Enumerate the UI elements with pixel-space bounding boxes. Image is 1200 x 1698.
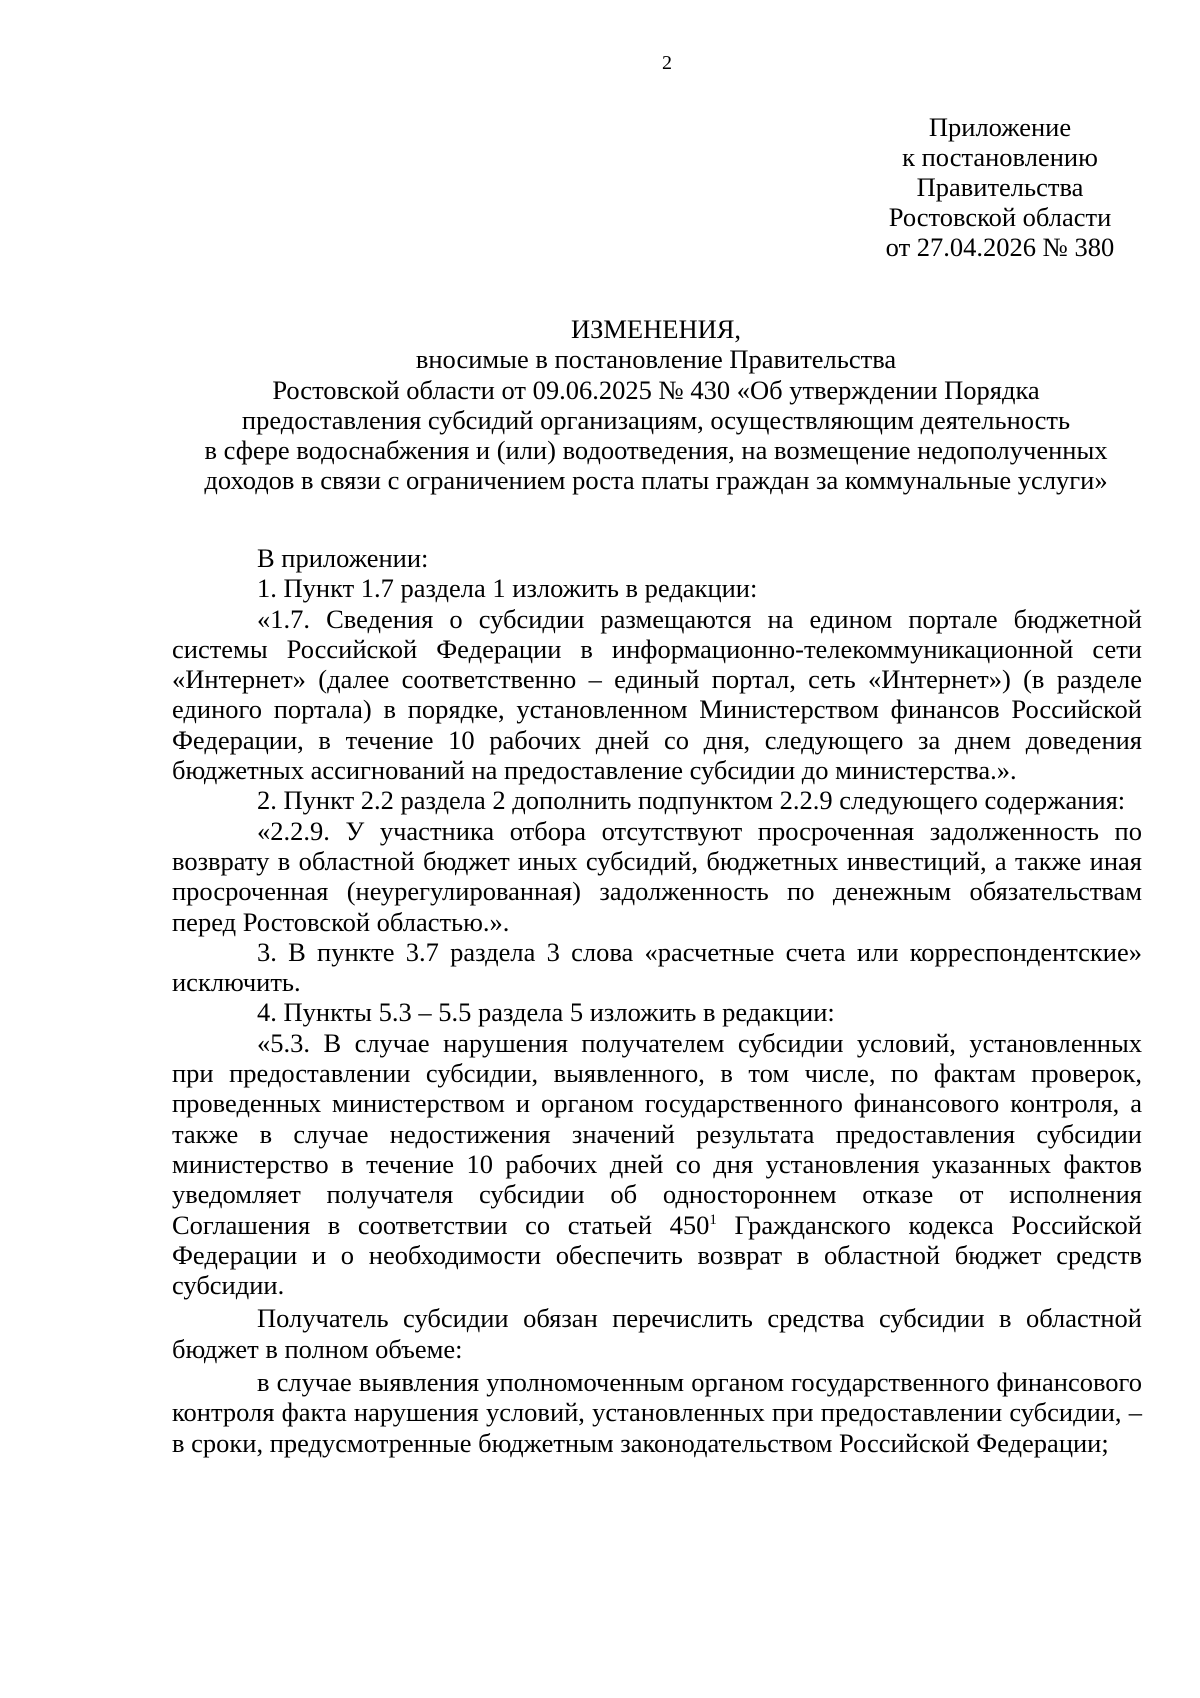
- heading-line: в сфере водоснабжения и (или) водоотведения, на возмещение недополученных: [204, 435, 1108, 466]
- heading-line: предоставления субсидий организациям, осуществляющим деятельность: [241, 404, 1071, 435]
- document-title: ИЗМЕНЕНИЯ,: [570, 314, 742, 344]
- heading-line: доходов в связи с ограничением роста платы граждан за коммунальные услуги»: [204, 465, 1108, 496]
- page-number: 2: [662, 52, 672, 74]
- paragraph-item-4: 4. Пункты 5.3 – 5.5 раздела 5 изложить в редакции:: [257, 997, 835, 1028]
- annex-line: к постановлению: [902, 142, 1098, 172]
- document-body: [172, 543, 1142, 1458]
- paragraph-item-2: 2. Пункт 2.2 раздела 2 дополнить подпунктом 2.2.9 следующего содержания:: [257, 785, 1126, 816]
- document-heading: [170, 314, 1142, 496]
- annex-line: Ростовской области: [888, 202, 1112, 232]
- annex-line: Приложение: [928, 112, 1072, 142]
- annex-line: Правительства: [916, 172, 1084, 202]
- paragraph-item-4-text: [172, 1028, 1142, 1301]
- annex-line: от 27.04.2026 № 380: [885, 232, 1115, 262]
- article-superscript: 1: [709, 1211, 717, 1228]
- paragraph-item-3: 3. В пункте 3.7 раздела 3 слова «расчетные счета или корреспондентские» исключить.: [172, 936, 1142, 998]
- heading-line: вносимые в постановление Правительства: [415, 344, 897, 375]
- paragraph-recipient-obligation: Получатель субсидии обязан перечислить средства субсидии в областной бюджет в полном объеме:: [172, 1303, 1142, 1364]
- paragraph-item-1-text: «1.7. Сведения о субсидии размещаются на едином портале бюджетной системы Российской Федерации в информационно-телекоммуникационной сети «Интернет» (далее соответственно – единый портал, сеть «Интернет») (в разделе единого портала) в порядке, установленном Министерством финансов Российской Федерации, в течение 10 рабочих дней со дня, следующего за днем доведения бюджетных ассигнований на предоставление субсидии до министерства.».: [172, 603, 1142, 786]
- paragraph-item-1: 1. Пункт 1.7 раздела 1 изложить в редакции:: [257, 573, 758, 604]
- annex-block: [850, 112, 1150, 262]
- paragraph-text: «5.3. В случае нарушения получателем субсидии условий, установленных при предоставлении субсидии, выявленного, в том числе, по фактам проверок, проведенных министерством и органом государственного финансового контроля, а также в случае недостижения значений результата предоставления субсидии министерство в течение 10 рабочих дней со дня установления указанных фактов уведомляет получателя субсидии об одностороннем отказе от исполнения Соглашения в соответствии со статьей 450: [172, 1027, 1142, 1240]
- paragraph-intro: В приложении:: [257, 543, 429, 573]
- heading-line: Ростовской области от 09.06.2025 № 430 «Об утверждении Порядка: [272, 374, 1040, 405]
- paragraph-violation-case: в случае выявления уполномоченным органом государственного финансового контроля факта нарушения условий, установленных при предоставлении субсидии, – в сроки, предусмотренные бюджетным законодательством Российской Федерации;: [172, 1367, 1142, 1458]
- paragraph-text: Гражданского кодекса Российской Федерации и о необходимости обеспечить возврат в областной бюджет средств субсидии.: [172, 1209, 1142, 1301]
- paragraph-item-2-text: «2.2.9. У участника отбора отсутствуют просроченная задолженность по возврату в областной бюджет иных субсидий, бюджетных инвестиций, а также иная просроченная (неурегулированная) задолженность по денежным обязательствам перед Ростовской областью.».: [172, 815, 1142, 937]
